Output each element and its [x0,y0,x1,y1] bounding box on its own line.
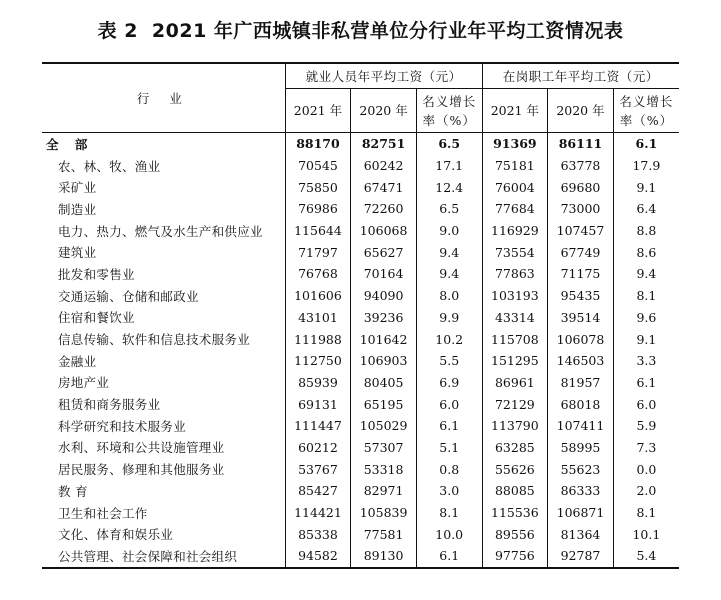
table-row [42,350,679,372]
employed-growth-rate: 6.5 [416,198,482,220]
employed-growth-rate: 17.1 [416,155,482,177]
onpost-wage-2021: 97756 [482,545,548,568]
employed-wage-2020: 105839 [351,502,417,524]
onpost-growth-rate: 0.0 [613,458,679,480]
table-row [42,263,679,285]
employed-2021-header: 2021 年 [285,89,351,133]
onpost-growth-rate: 5.4 [613,545,679,568]
onpost-wage-2021: 63285 [482,437,548,459]
onpost-growth-rate: 10.1 [613,523,679,545]
table-row [42,415,679,437]
employed-2020-header: 2020 年 [351,89,417,133]
table-row [42,155,679,177]
onpost-wage-2021: 77684 [482,198,548,220]
onpost-wage-2020: 81957 [548,372,614,394]
industry-header: 行 业 [42,63,285,133]
employed-wage-2020: 82971 [351,480,417,502]
employed-wage-2021: 114421 [285,502,351,524]
employed-wage-2021: 111447 [285,415,351,437]
onpost-wage-2020: 55623 [548,458,614,480]
onpost-wage-2021: 76004 [482,176,548,198]
employed-wage-2021: 85427 [285,480,351,502]
employed-growth-rate: 6.0 [416,393,482,415]
employed-wage-2020: 101642 [351,328,417,350]
total-row [42,133,679,155]
employed-wage-2021: 53767 [285,458,351,480]
employed-growth-rate: 8.1 [416,502,482,524]
industry-name: 建筑业 [58,245,97,261]
employed-wage-2020: 60242 [351,155,417,177]
industry-name: 批发和零售业 [58,266,135,282]
employed-wage-2020: 105029 [351,415,417,437]
onpost-growth-rate: 6.0 [613,393,679,415]
onpost-growth-rate: 8.8 [613,220,679,242]
employed-growth-header: 名义增长率（%） [416,89,482,133]
onpost-growth-rate: 8.6 [613,241,679,263]
onpost-wage-2020: 95435 [548,285,614,307]
employed-wage-2021: 76986 [285,198,351,220]
employed-wage-2021: 70545 [285,155,351,177]
onpost-wage-2021: 72129 [482,393,548,415]
table-row [42,285,679,307]
onpost-wage-2020: 86111 [548,133,614,155]
employed-wage-2020: 65627 [351,241,417,263]
onpost-wage-2020: 68018 [548,393,614,415]
employed-growth-rate: 6.1 [416,545,482,568]
onpost-wage-2021: 115708 [482,328,548,350]
onpost-growth-rate: 9.1 [613,328,679,350]
employed-growth-rate: 10.2 [416,328,482,350]
onpost-wage-2021: 91369 [482,133,548,155]
onpost-growth-rate: 6.1 [613,133,679,155]
table-row [42,307,679,329]
employed-wage-2021: 75850 [285,176,351,198]
employed-wage-2021: 111988 [285,328,351,350]
employed-wage-2020: 39236 [351,307,417,329]
employed-wage-2021: 43101 [285,307,351,329]
table-row [42,198,679,220]
industry-name: 住宿和餐饮业 [58,310,135,326]
onpost-wage-2020: 107411 [548,415,614,437]
onpost-wage-2021: 73554 [482,241,548,263]
industry-name: 居民服务、修理和其他服务业 [58,462,225,478]
employed-wage-2021: 60212 [285,437,351,459]
table-body [42,133,679,568]
table-row [42,176,679,198]
onpost-wage-2020: 106078 [548,328,614,350]
onpost-wage-2020: 107457 [548,220,614,242]
table-title [0,16,721,43]
industry-name: 金融业 [58,353,97,369]
industry-name: 房地产业 [58,375,110,391]
employed-wage-2021: 85939 [285,372,351,394]
employed-wage-2020: 67471 [351,176,417,198]
table-header [42,63,679,133]
industry-name: 交通运输、仓储和邮政业 [58,288,199,304]
onpost-wage-2020: 58995 [548,437,614,459]
onpost-growth-rate: 3.3 [613,350,679,372]
table-row [42,523,679,545]
table-row [42,220,679,242]
onpost-growth-header: 名义增长率（%） [613,89,679,133]
employed-growth-rate: 6.5 [416,133,482,155]
onpost-growth-rate: 7.3 [613,437,679,459]
employed-growth-rate: 9.9 [416,307,482,329]
onpost-wage-2020: 92787 [548,545,614,568]
onpost-2020-header: 2020 年 [548,89,614,133]
onpost-growth-rate: 8.1 [613,285,679,307]
table-row [42,458,679,480]
employed-growth-rate: 3.0 [416,480,482,502]
onpost-wage-2021: 88085 [482,480,548,502]
employed-wage-2020: 80405 [351,372,417,394]
onpost-wage-2020: 86333 [548,480,614,502]
onpost-wage-2021: 89556 [482,523,548,545]
employed-wage-2020: 72260 [351,198,417,220]
employed-growth-rate: 9.4 [416,241,482,263]
onpost-wage-2021: 86961 [482,372,548,394]
employed-growth-rate: 12.4 [416,176,482,198]
industry-name: 制造业 [58,201,97,217]
employed-growth-rate: 9.4 [416,263,482,285]
table-row [42,437,679,459]
industry-name: 租赁和商务服务业 [58,397,161,413]
table-row [42,372,679,394]
onpost-wage-2021: 75181 [482,155,548,177]
industry-name: 全 部 [46,136,94,152]
onpost-avg-wage-header: 在岗职工年平均工资（元） [482,63,679,89]
employed-growth-rate: 10.0 [416,523,482,545]
employed-wage-2021: 88170 [285,133,351,155]
employed-wage-2021: 76768 [285,263,351,285]
wage-table [42,62,679,569]
onpost-wage-2020: 146503 [548,350,614,372]
onpost-wage-2020: 39514 [548,307,614,329]
table-row [42,328,679,350]
table-row [42,480,679,502]
employed-wage-2020: 82751 [351,133,417,155]
onpost-growth-rate: 9.1 [613,176,679,198]
industry-name: 科学研究和技术服务业 [58,418,187,434]
onpost-wage-2020: 73000 [548,198,614,220]
employed-wage-2021: 69131 [285,393,351,415]
onpost-wage-2021: 55626 [482,458,548,480]
industry-name: 信息传输、软件和信息技术服务业 [58,332,251,348]
employed-growth-rate: 5.5 [416,350,482,372]
table-row [42,502,679,524]
onpost-growth-rate: 6.4 [613,198,679,220]
onpost-wage-2020: 71175 [548,263,614,285]
table-number: 表 2 [97,20,138,42]
employed-wage-2020: 57307 [351,437,417,459]
onpost-wage-2020: 81364 [548,523,614,545]
industry-name: 卫生和社会工作 [58,505,148,521]
employed-growth-rate: 9.0 [416,220,482,242]
onpost-wage-2020: 69680 [548,176,614,198]
onpost-wage-2020: 67749 [548,241,614,263]
employed-wage-2020: 89130 [351,545,417,568]
industry-name: 文化、体育和娱乐业 [58,527,174,543]
employed-growth-rate: 6.9 [416,372,482,394]
industry-name: 教 育 [58,483,88,499]
onpost-growth-rate: 8.1 [613,502,679,524]
employed-wage-2021: 85338 [285,523,351,545]
onpost-wage-2021: 116929 [482,220,548,242]
industry-name: 电力、热力、燃气及水生产和供应业 [58,223,263,239]
employed-wage-2020: 94090 [351,285,417,307]
onpost-wage-2021: 151295 [482,350,548,372]
onpost-wage-2021: 115536 [482,502,548,524]
onpost-growth-rate: 6.1 [613,372,679,394]
onpost-wage-2021: 113790 [482,415,548,437]
onpost-wage-2020: 106871 [548,502,614,524]
onpost-wage-2021: 77863 [482,263,548,285]
employed-growth-rate: 0.8 [416,458,482,480]
employed-wage-2021: 71797 [285,241,351,263]
employed-avg-wage-header: 就业人员年平均工资（元） [285,63,482,89]
employed-wage-2021: 94582 [285,545,351,568]
employed-wage-2020: 106068 [351,220,417,242]
onpost-growth-rate: 2.0 [613,480,679,502]
onpost-growth-rate: 9.4 [613,263,679,285]
employed-wage-2020: 70164 [351,263,417,285]
industry-name: 农、林、牧、渔业 [58,158,161,174]
employed-wage-2020: 77581 [351,523,417,545]
employed-wage-2020: 53318 [351,458,417,480]
onpost-2021-header: 2021 年 [482,89,548,133]
employed-wage-2020: 65195 [351,393,417,415]
onpost-growth-rate: 17.9 [613,155,679,177]
industry-name: 公共管理、社会保障和社会组织 [42,545,285,568]
industry-name: 水利、环境和公共设施管理业 [58,440,225,456]
employed-growth-rate: 6.1 [416,415,482,437]
table-row [42,393,679,415]
onpost-wage-2021: 103193 [482,285,548,307]
onpost-growth-rate: 5.9 [613,415,679,437]
table-row [42,241,679,263]
employed-growth-rate: 8.0 [416,285,482,307]
employed-wage-2021: 115644 [285,220,351,242]
onpost-wage-2020: 63778 [548,155,614,177]
employed-wage-2021: 101606 [285,285,351,307]
industry-name: 采矿业 [58,180,97,196]
onpost-wage-2021: 43314 [482,307,548,329]
onpost-growth-rate: 9.6 [613,307,679,329]
table-row [42,545,679,568]
employed-wage-2020: 106903 [351,350,417,372]
employed-growth-rate: 5.1 [416,437,482,459]
table-title-text: 2021 年广西城镇非私营单位分行业年平均工资情况表 [151,20,624,42]
employed-wage-2021: 112750 [285,350,351,372]
